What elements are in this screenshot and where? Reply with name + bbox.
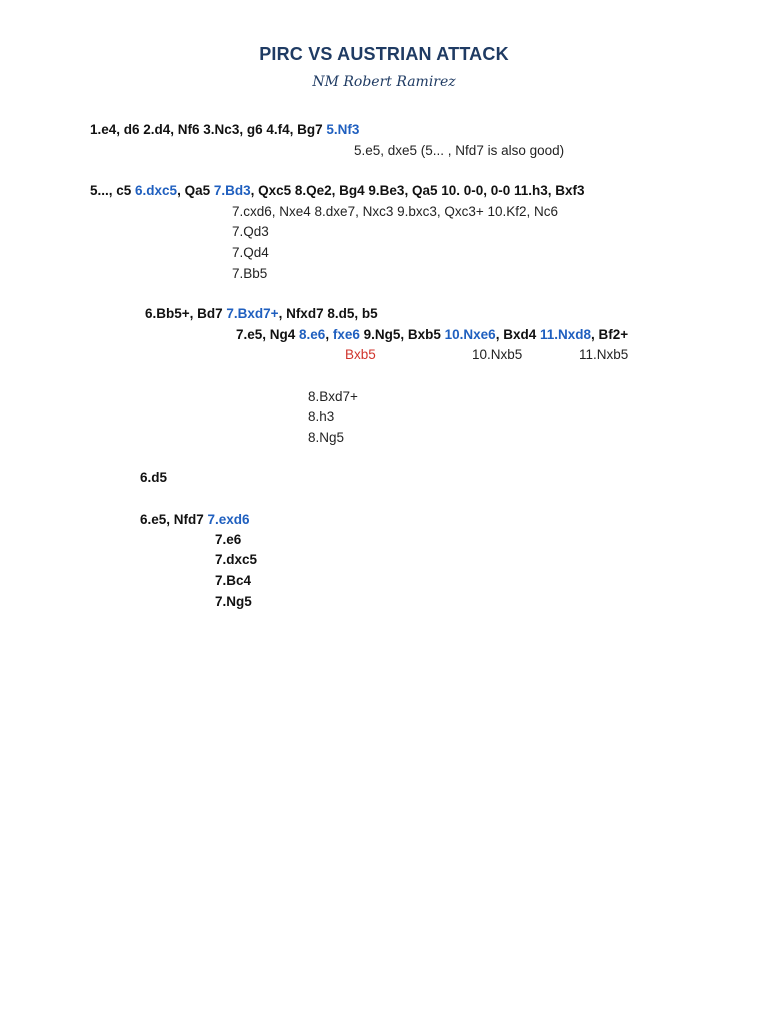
move-line-main: 6.d5 bbox=[140, 470, 168, 485]
move-line-variation: 8.Ng5 bbox=[308, 430, 345, 445]
highlighted-move: fxe6 bbox=[332, 327, 360, 342]
highlighted-move: 7.exd6 bbox=[207, 512, 250, 527]
move-line-variation: 8.h3 bbox=[308, 409, 335, 424]
highlighted-move: 10.Nxe6 bbox=[444, 327, 496, 342]
move-text: , Qa5 bbox=[177, 183, 214, 198]
move-line-main: 7.dxc5 bbox=[215, 552, 258, 567]
document-author: NM Robert Ramirez bbox=[312, 74, 456, 90]
alternative-move: 11.Nxb5 bbox=[579, 347, 629, 362]
move-line-main bbox=[140, 512, 250, 528]
move-line-variation: 7.Bb5 bbox=[232, 266, 268, 281]
move-line-main bbox=[236, 327, 628, 343]
move-line-main bbox=[145, 306, 378, 322]
move-text: 7.e5, Ng4 bbox=[236, 327, 300, 342]
move-text: 6.Bb5+, Bd7 bbox=[145, 306, 227, 321]
move-line-main: 7.Ng5 bbox=[215, 594, 252, 609]
move-text: , bbox=[325, 327, 333, 342]
highlighted-move: 6.dxc5 bbox=[135, 183, 178, 198]
highlighted-move: 7.Bd3 bbox=[213, 183, 251, 198]
highlighted-move: 8.e6 bbox=[299, 327, 326, 342]
move-text: , Bxd4 bbox=[495, 327, 540, 342]
move-text: 5..., c5 bbox=[90, 183, 136, 198]
move-line-variation: 7.cxd6, Nxe4 8.dxe7, Nxc3 9.bxc3, Qxc3+ 10.Kf2, Nc6 bbox=[232, 204, 559, 219]
move-line-main: 7.Bc4 bbox=[215, 573, 252, 588]
highlighted-move: 11.Nxd8 bbox=[539, 327, 591, 342]
move-text: 9.Ng5, Bxb5 bbox=[359, 327, 445, 342]
move-text: , Nfxd7 8.d5, b5 bbox=[278, 306, 378, 321]
move-line-variation: 7.Qd4 bbox=[232, 245, 269, 260]
move-line-variation: 5.e5, dxe5 (5... , Nfd7 is also good) bbox=[354, 143, 565, 158]
move-text: 6.e5, Nfd7 bbox=[140, 512, 208, 527]
move-line-variation: 8.Bxd7+ bbox=[308, 389, 358, 404]
alternative-move: Bxb5 bbox=[345, 347, 376, 362]
move-text: , Qxc5 8.Qe2, Bg4 9.Be3, Qa5 10. 0-0, 0-0 11.h3, Bxf3 bbox=[250, 183, 585, 198]
highlighted-move: 5.Nf3 bbox=[326, 122, 360, 137]
move-text: 1.e4, d6 2.d4, Nf6 3.Nc3, g6 4.f4, Bg7 bbox=[90, 122, 327, 137]
move-text: , Bf2+ bbox=[591, 327, 629, 342]
document-title: PIRC VS AUSTRIAN ATTACK bbox=[259, 44, 509, 64]
alternative-move: 10.Nxb5 bbox=[472, 347, 523, 362]
move-line-main bbox=[90, 183, 585, 199]
move-line-variation: 7.Qd3 bbox=[232, 224, 269, 239]
highlighted-move: 7.Bxd7+ bbox=[226, 306, 279, 321]
move-line-main: 7.e6 bbox=[215, 532, 242, 547]
move-line-main bbox=[90, 122, 359, 138]
